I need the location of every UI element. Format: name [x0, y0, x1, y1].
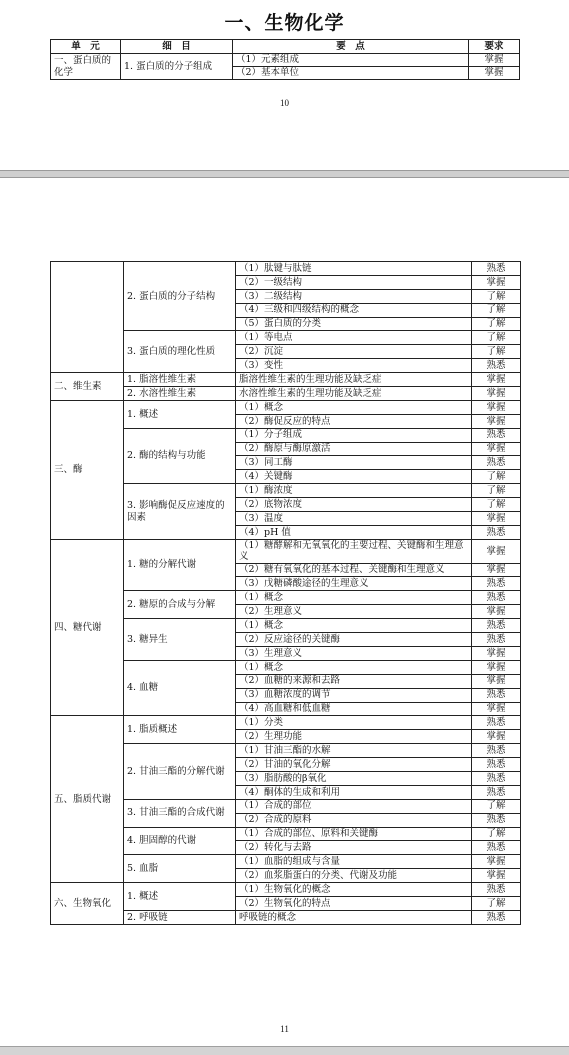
requirement-cell: 熟悉	[472, 456, 521, 470]
point-cell: （1）合成的部位	[236, 799, 472, 813]
item-cell: 1. 概述	[124, 883, 236, 911]
item-cell: 1. 脂溶性维生素	[124, 373, 236, 387]
requirement-cell: 熟悉	[472, 577, 521, 591]
requirement-cell: 掌握	[472, 702, 521, 716]
point-cell: （1）概念	[236, 619, 472, 633]
item-cell: 1. 蛋白质的分子组成	[121, 54, 233, 80]
requirement-cell: 了解	[472, 498, 521, 512]
point-cell: （3）脂肪酸的β氧化	[236, 771, 472, 785]
table-row	[51, 883, 521, 897]
requirement-cell: 熟悉	[472, 785, 521, 799]
requirement-cell: 掌握	[469, 54, 520, 67]
unit-cell: 五、脂质代谢	[51, 716, 124, 883]
point-cell: （2）合成的原料	[236, 813, 472, 827]
item-cell: 4. 胆固醇的代谢	[124, 827, 236, 855]
point-cell: （1）甘油三酯的水解	[236, 744, 472, 758]
point-cell: （1）合成的部位、原料和关键酶	[236, 827, 472, 841]
requirement-cell: 熟悉	[472, 883, 521, 897]
requirement-cell: 了解	[472, 896, 521, 910]
syllabus-table-page-1	[50, 39, 520, 80]
item-cell: 2. 蛋白质的分子结构	[124, 262, 236, 331]
unit-cell: 六、生物氧化	[51, 883, 124, 925]
requirement-cell: 掌握	[472, 512, 521, 526]
point-cell: （1）概念	[236, 591, 472, 605]
item-cell: 3. 蛋白质的理化性质	[124, 331, 236, 373]
unit-cell: 三、酶	[51, 400, 124, 539]
requirement-cell: 了解	[472, 827, 521, 841]
requirement-cell: 熟悉	[472, 771, 521, 785]
header-points: 要 点	[233, 40, 469, 54]
item-cell: 5. 血脂	[124, 855, 236, 883]
page-title: 一、生物化学	[224, 12, 345, 34]
requirement-cell: 掌握	[472, 373, 521, 387]
item-cell: 2. 酶的结构与功能	[124, 428, 236, 484]
table-header-row	[51, 40, 520, 54]
point-cell: （2）生理功能	[236, 730, 472, 744]
page-number: 11	[280, 1024, 289, 1034]
requirement-cell: 掌握	[472, 563, 521, 577]
requirement-cell: 掌握	[472, 400, 521, 414]
point-cell: 脂溶性维生素的生理功能及缺乏症	[236, 373, 472, 387]
point-cell: （1）分子组成	[236, 428, 472, 442]
requirement-cell: 了解	[472, 470, 521, 484]
point-cell: （2）生理意义	[236, 605, 472, 619]
point-cell: （1）血脂的组成与含量	[236, 855, 472, 869]
requirement-cell: 掌握	[472, 442, 521, 456]
requirement-cell: 熟悉	[472, 813, 521, 827]
requirement-cell: 掌握	[472, 660, 521, 674]
requirement-cell: 掌握	[469, 67, 520, 80]
item-cell: 3. 甘油三酯的合成代谢	[124, 799, 236, 827]
point-cell: （1）概念	[236, 400, 472, 414]
requirement-cell: 掌握	[472, 674, 521, 688]
requirement-cell: 掌握	[472, 855, 521, 869]
point-cell: （2）生物氧化的特点	[236, 896, 472, 910]
point-cell: （3）二级结构	[236, 289, 472, 303]
unit-cell	[51, 262, 124, 373]
item-cell: 3. 影响酶促反应速度的因素	[124, 484, 236, 540]
table-row	[51, 373, 521, 387]
point-cell: （2）酶促反应的特点	[236, 414, 472, 428]
item-cell: 2. 水溶性维生素	[124, 387, 236, 401]
requirement-cell: 掌握	[472, 414, 521, 428]
page-separator	[0, 170, 569, 178]
point-cell: （4）pH 值	[236, 525, 472, 539]
requirement-cell: 掌握	[472, 730, 521, 744]
requirement-cell: 熟悉	[472, 758, 521, 772]
header-unit: 单 元	[51, 40, 121, 54]
requirement-cell: 掌握	[472, 539, 521, 563]
point-cell: （2）转化与去路	[236, 841, 472, 855]
requirement-cell: 了解	[472, 303, 521, 317]
point-cell: （5）蛋白质的分类	[236, 317, 472, 331]
point-cell: （3）变性	[236, 359, 472, 373]
item-cell: 1. 概述	[124, 400, 236, 428]
point-cell: 水溶性维生素的生理功能及缺乏症	[236, 387, 472, 401]
syllabus-table-page-2	[50, 261, 521, 925]
requirement-cell: 了解	[472, 289, 521, 303]
document-page-1	[0, 0, 569, 170]
requirement-cell: 掌握	[472, 387, 521, 401]
requirement-cell: 掌握	[472, 605, 521, 619]
requirement-cell: 熟悉	[472, 688, 521, 702]
item-cell: 2. 糖原的合成与分解	[124, 591, 236, 619]
table-row	[51, 400, 521, 414]
requirement-cell: 熟悉	[472, 716, 521, 730]
point-cell: （3）生理意义	[236, 646, 472, 660]
item-cell: 3. 糖异生	[124, 619, 236, 661]
page-number: 10	[280, 98, 289, 108]
point-cell: （1）酶浓度	[236, 484, 472, 498]
point-cell: （2）糖有氧氧化的基本过程、关键酶和生理意义	[236, 563, 472, 577]
point-cell: （1）概念	[236, 660, 472, 674]
unit-cell: 一、蛋白质的化学	[51, 54, 121, 80]
point-cell: （2）沉淀	[236, 345, 472, 359]
point-cell: （3）戊糖磷酸途径的生理意义	[236, 577, 472, 591]
point-cell: （4）高血糖和低血糖	[236, 702, 472, 716]
requirement-cell: 熟悉	[472, 591, 521, 605]
requirement-cell: 熟悉	[472, 619, 521, 633]
point-cell: 呼吸链的概念	[236, 910, 472, 924]
point-cell: （2）底物浓度	[236, 498, 472, 512]
point-cell: （4）关键酶	[236, 470, 472, 484]
item-cell: 1. 脂质概述	[124, 716, 236, 744]
point-cell: （2）反应途径的关键酶	[236, 633, 472, 647]
point-cell: （3）温度	[236, 512, 472, 526]
requirement-cell: 掌握	[472, 869, 521, 883]
unit-cell: 四、糖代谢	[51, 539, 124, 716]
table-row	[51, 54, 520, 67]
requirement-cell: 熟悉	[472, 428, 521, 442]
point-cell: （1）生物氧化的概念	[236, 883, 472, 897]
point-cell: （1）分类	[236, 716, 472, 730]
point-cell: （1）肽键与肽链	[236, 262, 472, 276]
point-cell: （2）一级结构	[236, 275, 472, 289]
point-cell: （1）元素组成	[233, 54, 469, 67]
item-cell: 2. 甘油三酯的分解代谢	[124, 744, 236, 800]
table-row	[51, 539, 521, 563]
requirement-cell: 了解	[472, 484, 521, 498]
item-cell: 1. 糖的分解代谢	[124, 539, 236, 591]
unit-cell: 二、维生素	[51, 373, 124, 401]
requirement-cell: 熟悉	[472, 359, 521, 373]
requirement-cell: 熟悉	[472, 262, 521, 276]
header-item: 细 目	[121, 40, 233, 54]
point-cell: （3）同工酶	[236, 456, 472, 470]
item-cell: 4. 血糖	[124, 660, 236, 716]
requirement-cell: 熟悉	[472, 910, 521, 924]
requirement-cell: 熟悉	[472, 525, 521, 539]
point-cell: （2）基本单位	[233, 67, 469, 80]
requirement-cell: 熟悉	[472, 633, 521, 647]
point-cell: （1）等电点	[236, 331, 472, 345]
point-cell: （2）甘油的氧化分解	[236, 758, 472, 772]
point-cell: （2）酶原与酶原激活	[236, 442, 472, 456]
requirement-cell: 掌握	[472, 275, 521, 289]
header-requirement: 要求	[469, 40, 520, 54]
point-cell: （3）血糖浓度的调节	[236, 688, 472, 702]
requirement-cell: 了解	[472, 345, 521, 359]
requirement-cell: 了解	[472, 317, 521, 331]
point-cell: （4）酮体的生成和利用	[236, 785, 472, 799]
requirement-cell: 了解	[472, 331, 521, 345]
point-cell: （2）血糖的来源和去路	[236, 674, 472, 688]
requirement-cell: 掌握	[472, 646, 521, 660]
requirement-cell: 了解	[472, 799, 521, 813]
requirement-cell: 熟悉	[472, 841, 521, 855]
point-cell: （4）三级和四级结构的概念	[236, 303, 472, 317]
item-cell: 2. 呼吸链	[124, 910, 236, 924]
table-row	[51, 716, 521, 730]
table-row	[51, 262, 521, 276]
requirement-cell: 熟悉	[472, 744, 521, 758]
point-cell: （2）血浆脂蛋白的分类、代谢及功能	[236, 869, 472, 883]
point-cell: （1）糖酵解和无氧氧化的主要过程、关键酶和生理意义	[236, 539, 472, 563]
